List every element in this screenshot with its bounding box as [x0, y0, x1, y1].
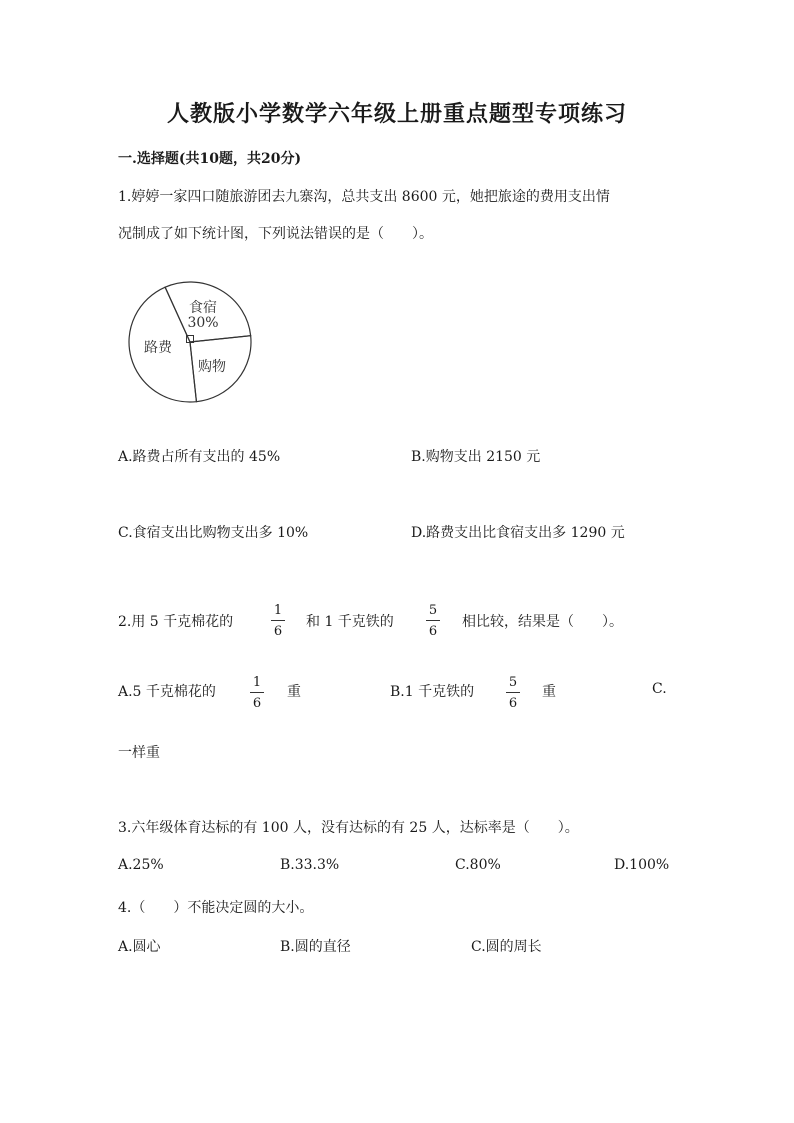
fraction-numerator: 5 [508, 675, 518, 690]
section-heading: 一.选择题(共10题，共20分) [118, 151, 302, 167]
fraction-bar [426, 620, 440, 621]
q2-option-b-prefix[interactable]: B.1 千克铁的 [390, 684, 475, 700]
fraction-denominator: 6 [428, 624, 438, 639]
q1-option-c[interactable]: C.食宿支出比购物支出多 10% [118, 525, 309, 541]
q2-text-mid: 和 1 千克铁的 [306, 614, 394, 630]
slice-label-food: 食宿 [189, 300, 217, 316]
q2-option-b-fraction [506, 676, 520, 710]
fraction-bar [250, 692, 264, 693]
slice-label-travel: 路费 [144, 340, 172, 356]
fraction-numerator: 5 [428, 603, 438, 618]
q2-text-suffix: 相比较，结果是（ ）。 [462, 614, 623, 630]
pie-chart [127, 280, 257, 404]
q1-option-b[interactable]: B.购物支出 2150 元 [411, 449, 541, 465]
q4-option-b[interactable]: B.圆的直径 [280, 939, 351, 955]
q4-option-a[interactable]: A.圆心 [118, 939, 161, 955]
fraction-bar [506, 692, 520, 693]
q2-option-a-prefix[interactable]: A.5 千克棉花的 [118, 684, 216, 700]
q1-option-a[interactable]: A.路费占所有支出的 45% [118, 449, 281, 465]
q3-option-c[interactable]: C.80% [455, 857, 501, 873]
fraction-bar [271, 620, 285, 621]
q2-fraction-1 [271, 604, 285, 638]
q3-option-a[interactable]: A.25% [118, 857, 164, 873]
slice-value-food: 30% [187, 315, 219, 331]
q4-text: 4.（ ）不能决定圆的大小。 [118, 900, 314, 916]
fraction-denominator: 6 [273, 624, 283, 639]
q3-option-d[interactable]: D.100% [614, 857, 670, 873]
fraction-denominator: 6 [252, 696, 262, 711]
q1-option-d[interactable]: D.路费支出比食宿支出多 1290 元 [411, 525, 625, 541]
page-title: 人教版小学数学六年级上册重点题型专项练习 [166, 101, 627, 127]
fraction-numerator: 1 [252, 675, 262, 690]
q2-option-c-label[interactable]: C. [652, 681, 667, 697]
slice-label-shopping: 购物 [198, 359, 226, 375]
q2-option-b-suffix[interactable]: 重 [542, 684, 556, 700]
q3-text: 3.六年级体育达标的有 100 人，没有达标的有 25 人，达标率是（ ）。 [118, 820, 579, 836]
q2-option-c-text[interactable]: 一样重 [118, 745, 160, 761]
q2-option-a-suffix[interactable]: 重 [287, 684, 301, 700]
q1-text-line1: 1.婷婷一家四口随旅游团去九寨沟，总共支出 8600 元，她把旅途的费用支出情 [118, 189, 610, 205]
fraction-denominator: 6 [508, 696, 518, 711]
q4-option-c[interactable]: C.圆的周长 [471, 939, 542, 955]
q3-option-b[interactable]: B.33.3% [280, 857, 340, 873]
fraction-numerator: 1 [273, 603, 283, 618]
q1-text-line2: 况制成了如下统计图，下列说法错误的是（ ）。 [118, 226, 433, 242]
q2-option-a-fraction [250, 676, 264, 710]
q2-fraction-2 [426, 604, 440, 638]
q2-text-prefix: 2.用 5 千克棉花的 [118, 614, 234, 630]
